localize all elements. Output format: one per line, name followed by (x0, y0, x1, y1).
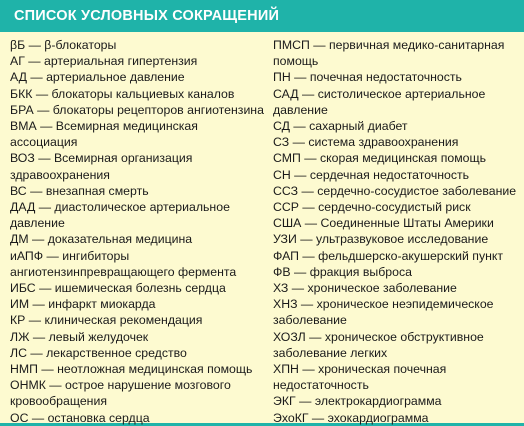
abbreviation-entry: ССР — сердечно-сосудистый риск (273, 200, 471, 215)
abbreviation-term: ОС (10, 410, 29, 425)
abbreviation-entry: ФВ — фракция выброса (273, 264, 412, 279)
abbreviation-entry: АД — артериальное давление (10, 70, 185, 85)
abbreviation-definition: β-блокаторы (44, 38, 117, 52)
abbreviation-term: ВОЗ (10, 151, 35, 166)
abbreviation-definition: острое нарушение мозгового кровообращения (10, 378, 231, 409)
abbreviation-definition: электрокардиограмма (314, 394, 442, 409)
abbreviation-term: ДАД (10, 200, 36, 215)
abbreviation-list-left (10, 37, 265, 426)
abbreviation-definition: блокаторы рецепторов ангиотензина (52, 102, 264, 117)
abbreviation-term: СН (273, 167, 291, 182)
abbreviation-definition: хроническое обструктивное заболевание легких (273, 329, 484, 360)
abbreviation-entry: СМП — скорая медицинская помощь (273, 151, 487, 166)
abbreviation-term: ЭКГ (273, 394, 296, 409)
abbreviation-entry: АГ — артериальная гипертензия (10, 54, 198, 69)
abbreviation-definition: систолическое артериальное давление (273, 86, 486, 117)
abbreviation-entry: ИМ — инфаркт миокарда (10, 297, 156, 312)
abbreviation-entry: ОНМК — острое нарушение мозгового кровообращения (10, 378, 231, 409)
abbreviation-entry: ВОЗ — Всемирная организация здравоохранения (10, 151, 193, 182)
abbreviation-term: ОНМК (10, 378, 46, 393)
abbreviation-definition: Всемирная медицинская ассоциация (10, 119, 198, 150)
abbreviation-term: ИМ (10, 297, 30, 312)
abbreviation-definition: хроническая почечная недостаточность (273, 362, 447, 393)
abbreviation-entry: ВМА — Всемирная медицинская ассоциация (10, 119, 198, 150)
abbreviation-definition: ишемическая болезнь сердца (54, 281, 226, 296)
abbreviation-entry: САД — систолическое артериальное давление (273, 86, 486, 117)
abbreviation-entry: ССЗ — сердечно-сосудистое заболевание (273, 183, 517, 198)
abbreviation-entry: ХПН — хроническая почечная недостаточность (273, 362, 447, 393)
abbreviation-entry: СЗ — система здравоохранения (273, 135, 459, 150)
abbreviation-entry: ЛС — лекарственное средство (10, 345, 187, 360)
abbreviation-definition: клиническая рекомендация (44, 313, 203, 328)
abbreviation-entry: иАПФ — ингибиторы ангиотензинпревращающего фермента (10, 248, 237, 279)
abbreviation-definition: сердечная недостаточность (309, 167, 470, 182)
abbreviation-definition: фельдшерско-акушерский пункт (318, 248, 504, 263)
abbreviation-entry: БРА — блокаторы рецепторов ангиотензина (10, 102, 264, 117)
abbreviation-term: УЗИ (273, 232, 297, 247)
abbreviation-term: ИБС (10, 281, 36, 296)
abbreviation-entry: ФАП — фельдшерско-акушерский пункт (273, 248, 504, 263)
abbreviation-definition: хроническое заболевание (307, 281, 457, 296)
abbreviation-entry: ДМ — доказательная медицина (10, 232, 193, 247)
abbreviation-term: СМП (273, 151, 301, 166)
abbreviation-term: ХЗ (273, 281, 289, 296)
abbreviation-definition: инфаркт миокарда (48, 297, 156, 312)
abbreviation-term: ВС (10, 183, 27, 198)
abbreviation-term: США (273, 216, 302, 231)
abbreviation-definition: остановка сердца (47, 410, 150, 425)
abbreviation-definition: артериальная гипертензия (44, 54, 198, 69)
abbreviation-entry: ЭхоКГ — эхокардиограмма (273, 410, 429, 425)
abbreviation-entry: βБ — β-блокаторы (10, 38, 117, 52)
abbreviation-definition: скорая медицинская помощь (319, 151, 487, 166)
abbreviation-definition: Всемирная организация здравоохранения (10, 151, 193, 182)
abbreviation-term: САД (273, 86, 299, 101)
abbreviation-term: ПМСП (273, 38, 310, 52)
abbreviation-entry: ХНЗ — хроническое неэпидемическое заболевание (273, 297, 494, 328)
abbreviation-entry: США — Соединенные Штаты Америки (273, 216, 494, 231)
abbreviation-term: СД (273, 119, 290, 134)
abbreviation-entry: ВС — внезапная смерть (10, 183, 149, 198)
abbreviation-term: ПН (273, 70, 291, 85)
abbreviation-entry: ОС — остановка сердца (10, 410, 150, 425)
abbreviation-term: ВМА (10, 119, 37, 134)
abbreviation-term: БРА (10, 102, 34, 117)
abbreviation-term: βБ (10, 38, 26, 52)
abbreviation-term: БКК (10, 86, 33, 101)
abbreviation-term: АД (10, 70, 27, 85)
abbreviation-entry: ПМСП — первичная медико-санитарная помощь (273, 38, 505, 69)
abbreviation-entry: УЗИ — ультразвуковое исследование (273, 232, 489, 247)
abbreviation-entry: СН — сердечная недостаточность (273, 167, 470, 182)
abbreviation-definition: Соединенные Штаты Америки (320, 216, 494, 231)
abbreviation-definition: доказательная медицина (47, 232, 193, 247)
abbreviation-definition: первичная медико-санитарная помощь (273, 38, 505, 69)
abbreviation-entry: ЛЖ — левый желудочек (10, 329, 149, 344)
abbreviation-entry: ДАД — диастолическое артериальное давление (10, 200, 230, 231)
abbreviation-entry: БКК — блокаторы кальциевых каналов (10, 86, 235, 101)
abbreviation-entry: СД — сахарный диабет (273, 119, 408, 134)
abbreviation-definition: фракция выброса (309, 264, 412, 279)
abbreviation-term: ХОЗЛ (273, 329, 306, 344)
abbreviation-definition: сахарный диабет (309, 119, 408, 134)
abbreviation-entry: ХЗ — хроническое заболевание (273, 281, 457, 296)
abbreviation-term: иАПФ (10, 248, 44, 263)
abbreviation-definition: блокаторы кальциевых каналов (51, 86, 235, 101)
abbreviation-term: СЗ (273, 135, 290, 150)
abbreviation-entry: КР — клиническая рекомендация (10, 313, 203, 328)
abbreviation-definition: хроническое неэпидемическое заболевание (273, 297, 494, 328)
abbreviation-term: ЛЖ (10, 329, 30, 344)
abbreviation-definition: левый желудочек (48, 329, 149, 344)
abbreviation-term: КР (10, 313, 26, 328)
abbreviation-term: ДМ (10, 232, 29, 247)
abbreviation-definition: артериальное давление (46, 70, 185, 85)
abbreviation-list-right (273, 37, 521, 426)
abbreviation-term: ЭхоКГ (273, 410, 309, 425)
abbreviation-term: ССЗ (273, 183, 299, 198)
abbreviation-definition: система здравоохранения (308, 135, 459, 150)
abbreviation-term: ФВ (273, 264, 291, 279)
abbreviation-definition: ингибиторы ангиотензинпревращающего фермента (10, 248, 237, 279)
abbreviation-definition: внезапная смерть (45, 183, 149, 198)
abbreviation-definition: диастолическое артериальное давление (10, 200, 230, 231)
abbreviation-term: ХПН (273, 362, 299, 377)
abbreviation-columns (0, 37, 524, 423)
abbreviation-entry: НМП — неотложная медицинская помощь (10, 362, 253, 377)
abbreviation-term: ФАП (273, 248, 299, 263)
abbreviation-definition: сердечно-сосудистый риск (318, 200, 471, 215)
abbreviation-term: ЛС (10, 345, 27, 360)
abbreviation-entry: ХОЗЛ — хроническое обструктивное заболевание легких (273, 329, 484, 360)
panel-title: СПИСОК УСЛОВНЫХ СОКРАЩЕНИЙ (0, 0, 524, 32)
abbreviation-definition: эхокардиограмма (327, 410, 429, 425)
abbreviation-entry: ИБС — ишемическая болезнь сердца (10, 281, 226, 296)
abbreviation-entry: ПН — почечная недостаточность (273, 70, 462, 85)
abbreviation-definition: лекарственное средство (46, 345, 187, 360)
abbreviation-entry: ЭКГ — электрокардиограмма (273, 394, 442, 409)
abbreviation-definition: неотложная медицинская помощь (57, 362, 253, 377)
abbreviation-definition: ультразвуковое исследование (315, 232, 489, 247)
abbreviation-term: АГ (10, 54, 25, 69)
abbreviation-term: ХНЗ (273, 297, 298, 312)
abbreviation-term: ССР (273, 200, 299, 215)
abbreviation-definition: почечная недостаточность (309, 70, 462, 85)
abbreviation-definition: сердечно-сосудистое заболевание (317, 183, 517, 198)
abbreviation-term: НМП (10, 362, 38, 377)
